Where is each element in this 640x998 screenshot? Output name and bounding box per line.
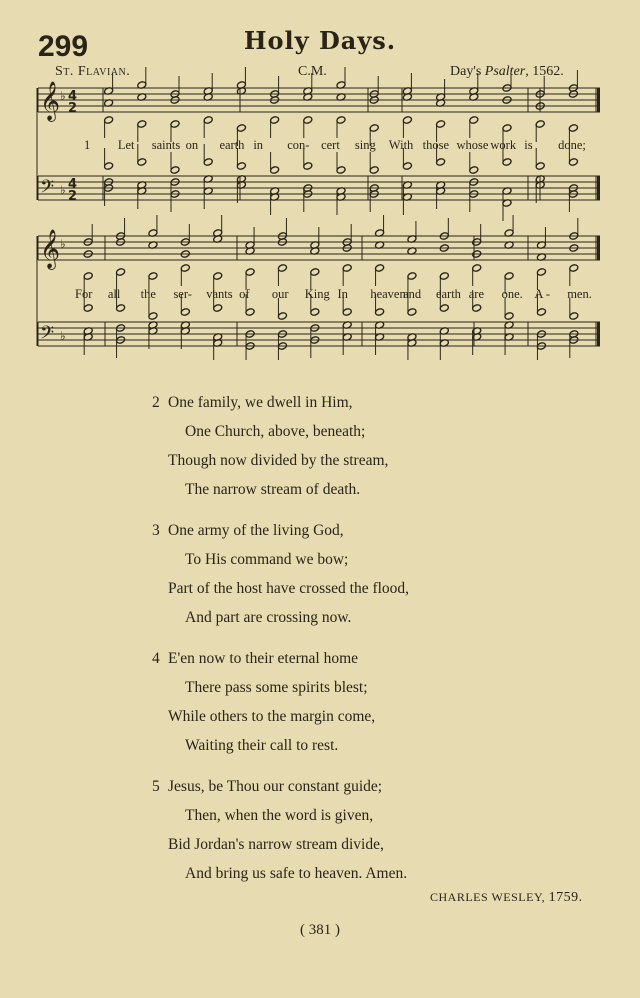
note-head	[535, 162, 545, 171]
bass-clef: 𝄢	[40, 323, 55, 348]
note-head	[180, 308, 190, 317]
note-head	[472, 304, 482, 313]
note-head	[469, 166, 479, 175]
note-head	[310, 268, 320, 277]
lyric-syllable: vants	[206, 287, 233, 301]
note-head	[336, 166, 346, 175]
lyric-syllable: and	[403, 287, 422, 301]
verse-line: One army of the living God,	[168, 522, 344, 539]
lyric-syllable: are	[468, 287, 485, 301]
note-head	[245, 268, 255, 277]
verse-line: One Church, above, beneath;	[185, 423, 366, 440]
note-head	[439, 304, 449, 313]
verse-line: E'en now to their eternal home	[168, 650, 359, 667]
verse-line: Waiting their call to rest.	[185, 737, 339, 754]
note-head	[369, 166, 379, 175]
final-barline	[597, 322, 600, 346]
note-head	[137, 158, 147, 167]
note-head	[536, 268, 546, 277]
lyric-syllable: cert	[321, 138, 340, 152]
verse-number: 5	[152, 778, 160, 795]
note-head	[504, 312, 514, 321]
note-head	[213, 304, 223, 313]
note-head	[137, 120, 147, 129]
note-head	[180, 264, 190, 273]
note-head	[104, 116, 114, 125]
note-head	[502, 158, 512, 167]
note-head	[270, 166, 280, 175]
verse-number: 3	[152, 522, 160, 539]
lyric-syllable: is	[524, 138, 533, 152]
lyric-syllable: on	[185, 138, 199, 152]
note-head	[104, 162, 114, 171]
note-head	[407, 308, 417, 317]
note-head	[116, 268, 126, 277]
note-head	[277, 312, 287, 321]
verse-line: Jesus, be Thou our constant guide;	[168, 778, 383, 795]
note-head	[536, 308, 546, 317]
lyric-syllable: earth	[435, 287, 461, 301]
note-head	[148, 312, 158, 321]
note-head	[83, 304, 93, 313]
final-barline	[597, 88, 600, 112]
bass-clef: 𝄢	[40, 177, 55, 202]
source-title: Psalter	[484, 64, 526, 79]
verse-line: Part of the host have crossed the flood,	[168, 580, 410, 597]
verse-line: The narrow stream of death.	[185, 481, 361, 498]
note-head	[170, 166, 180, 175]
lyric-syllable: sing	[354, 138, 376, 152]
note-head	[116, 304, 126, 313]
time-signature: 2	[68, 101, 78, 116]
note-head	[342, 264, 352, 273]
note-head	[469, 116, 479, 125]
verse-line: To His command we bow;	[185, 551, 349, 568]
lyric-syllable: In	[337, 287, 348, 301]
lyric-syllable: work	[490, 138, 517, 152]
lyric-syllable: A -	[534, 287, 550, 301]
lyric-syllable: ser-	[173, 287, 192, 301]
key-flat: ♭	[60, 237, 66, 251]
note-head	[436, 120, 446, 129]
treble-clef: 𝄞	[40, 229, 61, 269]
note-head	[504, 272, 514, 281]
hymn-number: 299	[38, 30, 89, 63]
note-head	[203, 158, 213, 167]
verse-number: 4	[152, 650, 160, 667]
lyric-syllable: 1	[84, 138, 91, 152]
note-head	[569, 264, 579, 273]
verse-line: There pass some spirits blest;	[185, 679, 368, 696]
lyric-syllable: con-	[287, 138, 310, 152]
note-head	[303, 116, 313, 125]
lyric-syllable: For	[75, 287, 93, 301]
lyric-syllable: all	[107, 287, 121, 301]
note-head	[236, 124, 246, 133]
note-head	[502, 124, 512, 133]
lyric-syllable: done;	[558, 138, 586, 152]
key-flat: ♭	[60, 89, 66, 103]
treble-clef: 𝄞	[40, 81, 61, 121]
lyric-syllable: our	[271, 287, 289, 301]
note-head	[375, 264, 385, 273]
lyric-syllable: one.	[501, 287, 523, 301]
final-barline	[597, 236, 600, 260]
author-year: 1759.	[548, 890, 583, 905]
note-head	[369, 124, 379, 133]
page-number: ( 381 )	[300, 922, 340, 938]
verse-line: And part are crossing now.	[185, 609, 352, 626]
note-head	[402, 116, 412, 125]
note-head	[472, 264, 482, 273]
verse-line: While others to the margin come,	[168, 708, 376, 725]
note-head	[436, 158, 446, 167]
source-author: Day's	[450, 64, 482, 79]
note-head	[439, 272, 449, 281]
tune-name: St. Flavian.	[55, 64, 131, 79]
note-head	[303, 162, 313, 171]
key-flat: ♭	[60, 183, 66, 197]
meter: C.M.	[298, 64, 327, 79]
note-head	[213, 272, 223, 281]
note-head	[83, 272, 93, 281]
note-head	[277, 264, 287, 273]
note-head	[569, 312, 579, 321]
lyric-syllable: whose	[456, 138, 489, 152]
note-head	[170, 120, 180, 129]
note-head	[270, 116, 280, 125]
note-head	[236, 162, 246, 171]
note-head	[203, 116, 213, 125]
lyric-syllable: earth	[219, 138, 245, 152]
lyric-syllable: heaven	[370, 287, 406, 301]
lyric-syllable: in	[253, 138, 264, 152]
final-barline	[597, 176, 600, 200]
note-head	[535, 120, 545, 129]
lyric-syllable: those	[422, 138, 450, 152]
verse-line: Though now divided by the stream,	[168, 452, 389, 469]
note-head	[342, 308, 352, 317]
lyric-syllable: Let	[117, 138, 135, 152]
source-year: , 1562.	[525, 64, 564, 79]
section-title: Holy Days.	[243, 26, 397, 55]
lyric-syllable: saints	[151, 138, 181, 152]
note-head	[245, 308, 255, 317]
note-head	[375, 308, 385, 317]
lyric-syllable: the	[140, 287, 156, 301]
time-signature: 4	[68, 177, 78, 192]
verse-line: Bid Jordan's narrow stream divide,	[168, 836, 384, 853]
time-signature: 4	[68, 89, 78, 104]
author-credit	[430, 890, 583, 906]
note-head	[402, 162, 412, 171]
note-head	[336, 116, 346, 125]
time-signature: 2	[68, 189, 78, 204]
music-score	[0, 0, 640, 360]
verse-line: Then, when the word is given,	[185, 807, 374, 824]
note-head	[310, 308, 320, 317]
verse-number: 2	[152, 394, 160, 411]
key-flat: ♭	[60, 329, 66, 343]
note-head	[148, 272, 158, 281]
note-head	[407, 272, 417, 281]
lyric-syllable: of	[239, 287, 250, 301]
verse-line: One family, we dwell in Him,	[168, 394, 353, 411]
author-name: CHARLES WESLEY,	[430, 890, 546, 904]
note-head	[568, 158, 578, 167]
lyric-syllable: King	[304, 287, 330, 301]
lyric-syllable: With	[388, 138, 414, 152]
note-head	[568, 124, 578, 133]
lyric-syllable: men.	[567, 287, 592, 301]
verse-line: And bring us safe to heaven. Amen.	[185, 865, 408, 882]
